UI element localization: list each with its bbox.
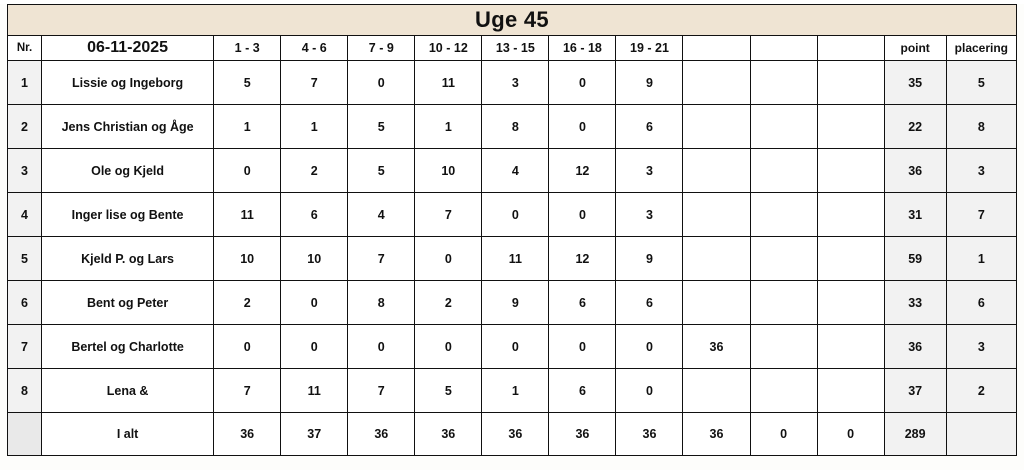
row-score-9 [750,193,817,237]
row-placering: 3 [946,149,1016,193]
row-score-9 [750,149,817,193]
row-score-8 [683,105,750,149]
row-score-4: 2 [415,281,482,325]
row-score-6: 12 [549,237,616,281]
row-score-9 [750,281,817,325]
row-score-3: 5 [348,149,415,193]
row-score-10 [817,237,884,281]
header-range-1: 1 - 3 [214,36,281,61]
row-score-10 [817,281,884,325]
row-nr: 5 [8,237,42,281]
row-score-8 [683,237,750,281]
title-row [8,5,1017,36]
row-score-6: 0 [549,193,616,237]
row-placering: 7 [946,193,1016,237]
header-placering: placering [946,36,1016,61]
row-score-3: 7 [348,369,415,413]
total-score-1: 36 [214,413,281,456]
header-range-7: 19 - 21 [616,36,683,61]
row-score-6: 0 [549,61,616,105]
row-score-9 [750,237,817,281]
row-score-3: 7 [348,237,415,281]
row-name: Inger lise og Bente [42,193,214,237]
row-score-1: 1 [214,105,281,149]
row-score-1: 0 [214,149,281,193]
header-range-2: 4 - 6 [281,36,348,61]
row-score-1: 11 [214,193,281,237]
row-score-7: 6 [616,281,683,325]
header-date: 06-11-2025 [42,36,214,61]
total-score-8: 36 [683,413,750,456]
row-nr: 7 [8,325,42,369]
total-score-3: 36 [348,413,415,456]
header-range-10 [817,36,884,61]
table-row [8,237,1017,281]
row-nr: 4 [8,193,42,237]
total-score-5: 36 [482,413,549,456]
row-score-1: 2 [214,281,281,325]
row-score-5: 11 [482,237,549,281]
table-header-row [8,36,1017,61]
total-point: 289 [884,413,946,456]
scoresheet-page [0,4,1024,470]
row-nr: 2 [8,105,42,149]
row-score-1: 10 [214,237,281,281]
total-nr [8,413,42,456]
row-score-9 [750,61,817,105]
row-point: 31 [884,193,946,237]
row-score-7: 6 [616,105,683,149]
table-row [8,149,1017,193]
row-point: 35 [884,61,946,105]
row-score-8: 36 [683,325,750,369]
row-score-4: 0 [415,325,482,369]
score-table [7,4,1017,456]
row-score-2: 11 [281,369,348,413]
row-score-3: 8 [348,281,415,325]
header-range-5: 13 - 15 [482,36,549,61]
row-score-3: 0 [348,61,415,105]
row-score-5: 4 [482,149,549,193]
row-score-5: 0 [482,325,549,369]
row-score-10 [817,149,884,193]
row-score-1: 0 [214,325,281,369]
row-score-2: 1 [281,105,348,149]
total-score-2: 37 [281,413,348,456]
row-score-1: 7 [214,369,281,413]
header-range-9 [750,36,817,61]
row-score-9 [750,369,817,413]
total-row [8,413,1017,456]
row-score-2: 2 [281,149,348,193]
header-point: point [884,36,946,61]
row-score-2: 0 [281,281,348,325]
row-score-9 [750,325,817,369]
row-score-2: 6 [281,193,348,237]
total-score-10: 0 [817,413,884,456]
row-score-10 [817,325,884,369]
total-score-6: 36 [549,413,616,456]
row-score-2: 7 [281,61,348,105]
row-name: Lissie og Ingeborg [42,61,214,105]
row-score-5: 1 [482,369,549,413]
row-score-5: 8 [482,105,549,149]
header-range-8 [683,36,750,61]
row-placering: 8 [946,105,1016,149]
row-score-7: 0 [616,369,683,413]
row-score-4: 11 [415,61,482,105]
row-name: Bent og Peter [42,281,214,325]
total-label: I alt [42,413,214,456]
row-name: Kjeld P. og Lars [42,237,214,281]
row-name: Ole og Kjeld [42,149,214,193]
row-score-4: 10 [415,149,482,193]
row-score-7: 9 [616,237,683,281]
row-score-8 [683,193,750,237]
row-placering: 3 [946,325,1016,369]
row-score-4: 7 [415,193,482,237]
row-score-3: 5 [348,105,415,149]
row-score-6: 0 [549,105,616,149]
row-score-4: 1 [415,105,482,149]
row-score-2: 10 [281,237,348,281]
row-placering: 6 [946,281,1016,325]
row-point: 22 [884,105,946,149]
row-score-7: 9 [616,61,683,105]
row-score-6: 6 [549,281,616,325]
row-score-7: 3 [616,193,683,237]
total-score-7: 36 [616,413,683,456]
row-score-3: 4 [348,193,415,237]
header-range-4: 10 - 12 [415,36,482,61]
header-range-6: 16 - 18 [549,36,616,61]
row-score-8 [683,281,750,325]
row-score-5: 9 [482,281,549,325]
row-name: Lena & [42,369,214,413]
table-row [8,105,1017,149]
total-score-4: 36 [415,413,482,456]
row-score-6: 0 [549,325,616,369]
row-score-10 [817,369,884,413]
row-score-3: 0 [348,325,415,369]
table-row [8,281,1017,325]
table-row [8,325,1017,369]
row-nr: 1 [8,61,42,105]
row-point: 33 [884,281,946,325]
row-point: 37 [884,369,946,413]
header-nr: Nr. [8,36,42,61]
row-score-8 [683,369,750,413]
row-score-4: 0 [415,237,482,281]
row-nr: 6 [8,281,42,325]
row-score-10 [817,105,884,149]
row-score-9 [750,105,817,149]
row-score-6: 12 [549,149,616,193]
row-score-4: 5 [415,369,482,413]
row-score-5: 3 [482,61,549,105]
row-score-10 [817,61,884,105]
row-nr: 8 [8,369,42,413]
row-placering: 2 [946,369,1016,413]
row-score-7: 0 [616,325,683,369]
row-point: 36 [884,149,946,193]
row-score-8 [683,149,750,193]
total-placering [946,413,1016,456]
sheet-title: Uge 45 [8,5,1017,36]
row-placering: 5 [946,61,1016,105]
row-name: Bertel og Charlotte [42,325,214,369]
row-score-8 [683,61,750,105]
row-score-5: 0 [482,193,549,237]
total-score-9: 0 [750,413,817,456]
row-name: Jens Christian og Åge [42,105,214,149]
row-nr: 3 [8,149,42,193]
table-row [8,193,1017,237]
row-point: 36 [884,325,946,369]
row-score-7: 3 [616,149,683,193]
row-score-6: 6 [549,369,616,413]
row-placering: 1 [946,237,1016,281]
header-range-3: 7 - 9 [348,36,415,61]
table-row [8,369,1017,413]
row-score-10 [817,193,884,237]
table-row [8,61,1017,105]
row-score-1: 5 [214,61,281,105]
row-point: 59 [884,237,946,281]
row-score-2: 0 [281,325,348,369]
